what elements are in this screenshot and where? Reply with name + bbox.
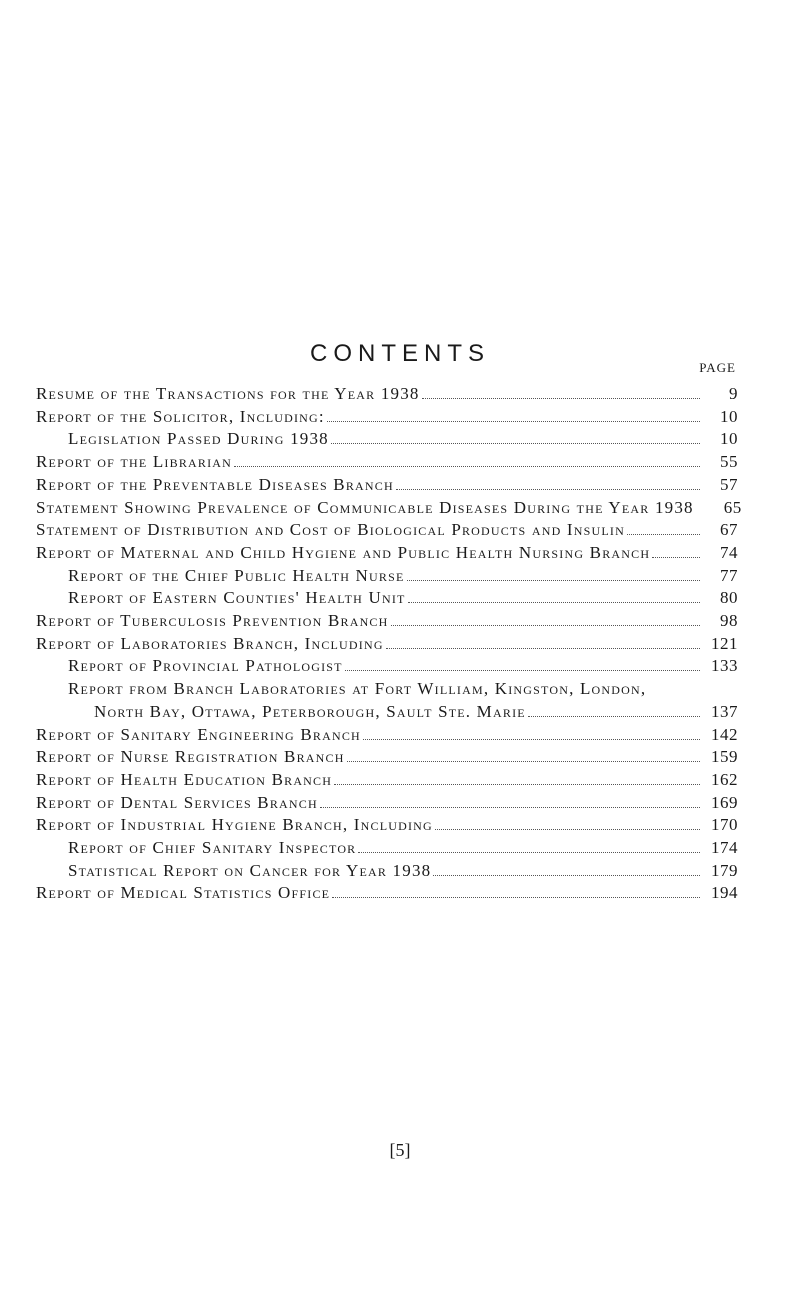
toc-entry: Report from Branch Laboratories at Fort William, Kingston, London, [68,679,647,699]
toc-entry: Statement Showing Prevalence of Communicable Diseases During the Year 1938 65 [36,497,742,517]
toc-entry: Report of Provincial Pathologist 133 [68,656,738,676]
toc-entry: Statement of Distribution and Cost of Biological Products and Insulin 67 [36,520,738,540]
toc-entry: Report of the Preventable Diseases Branch 57 [36,474,738,494]
toc-entry: Report of Dental Services Branch 169 [36,792,738,812]
toc-entry: Report of Health Education Branch 162 [36,769,738,789]
toc-entry: Report of Nurse Registration Branch 159 [36,747,738,767]
toc-entry: Report of the Librarian 55 [36,452,738,472]
toc-entry: Report of Eastern Counties' Health Unit 80 [68,588,738,608]
toc-entry: Report of Medical Statistics Office 194 [36,883,738,903]
page-title: CONTENTS [310,340,490,367]
toc-entry: Report of Maternal and Child Hygiene and Public Health Nursing Branch 74 [36,542,738,562]
toc-entry: Report of Chief Sanitary Inspector 174 [68,838,738,858]
page-column-header: PAGE [699,360,736,375]
table-of-contents [36,383,742,905]
toc-entry: Statistical Report on Cancer for Year 1938 179 [68,860,738,880]
toc-entry: Report of Laboratories Branch, Including 121 [36,633,738,653]
toc-entry: Report of the Solicitor, Including: 10 [36,406,738,426]
toc-entry: Report of Sanitary Engineering Branch 142 [36,724,738,744]
toc-entry: Report of Industrial Hygiene Branch, Including 170 [36,815,738,835]
toc-entry: Resume of the Transactions for the Year 1938 9 [36,384,738,403]
toc-entry: Legislation Passed During 1938 10 [68,429,738,449]
toc-entry: Report of the Chief Public Health Nurse 77 [68,565,738,585]
toc-entry-continuation: North Bay, Ottawa, Peterborough, Sault Ste. Marie 137 [94,701,738,721]
toc-entry: Report of Tuberculosis Prevention Branch 98 [36,611,738,631]
page-number: [5] [389,1140,411,1160]
